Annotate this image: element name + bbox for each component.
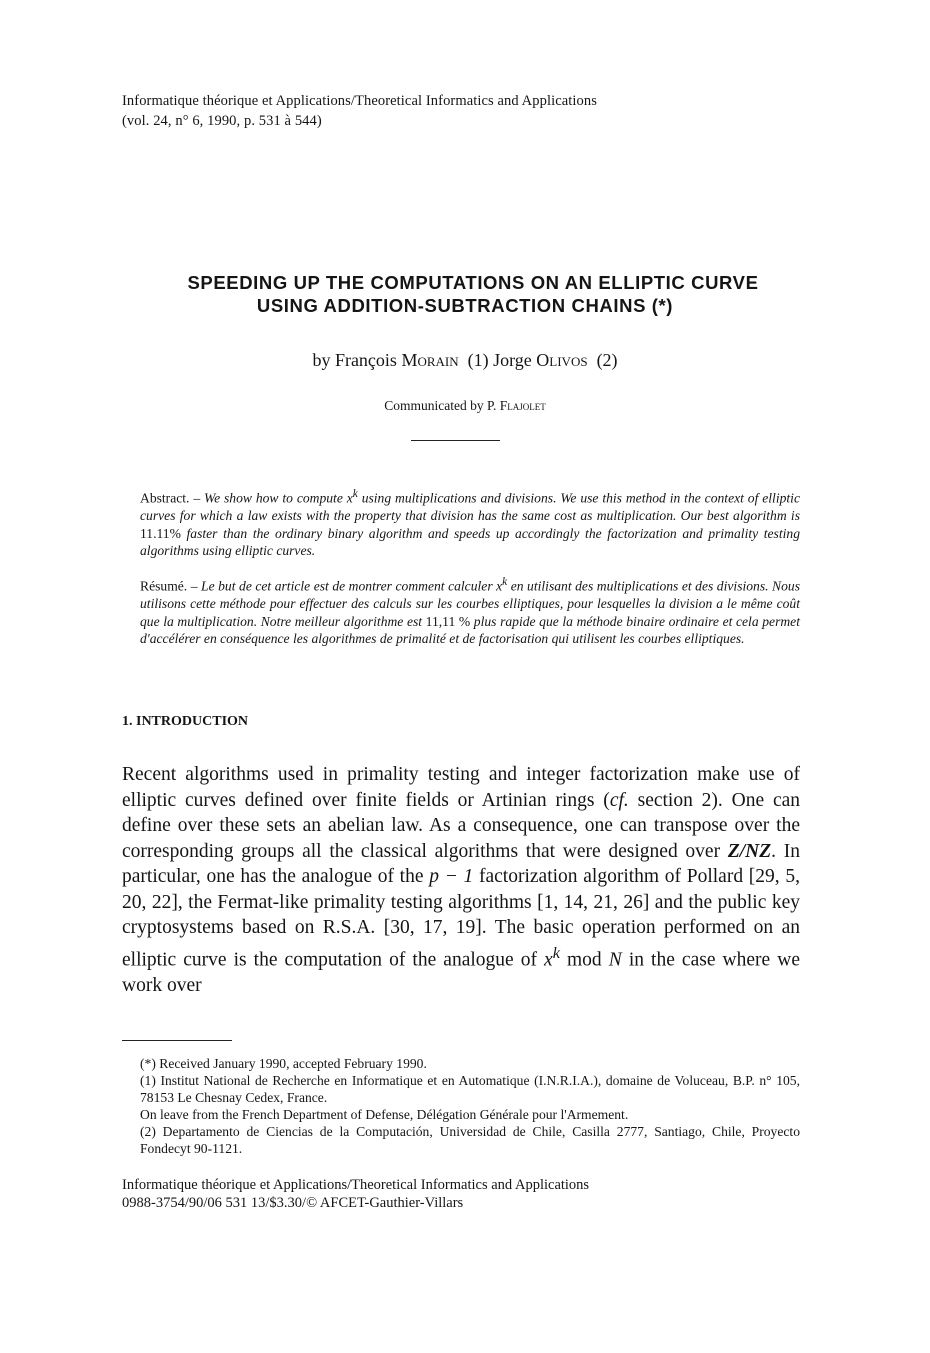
title-divider: [411, 440, 500, 441]
footnote-divider: [122, 1040, 232, 1041]
body-cf: cf.: [609, 789, 629, 811]
abstract-text-3: faster than the ordinary binary algorithm and speeds up accordingly the factorization and primality testing algorithms using elliptic curves.: [140, 525, 800, 559]
author-2-last: Olivos: [536, 350, 588, 370]
footnote-1: (*) Received January 1990, accepted February 1990.: [140, 1056, 427, 1071]
communicated-prefix: Communicated by: [384, 398, 484, 413]
journal-name: Informatique théorique et Applications/Theoretical Informatics and Applications: [122, 93, 597, 109]
footnote-3: On leave from the French Department of Defense, Délégation Générale pour l'Armement.: [140, 1107, 629, 1122]
abstract: [140, 486, 800, 560]
resume-sup: k: [502, 576, 508, 588]
body-x: x: [544, 949, 553, 970]
author-2-note: (2): [596, 350, 618, 370]
journal-header: [122, 91, 597, 131]
communicated-name: Flajolet: [499, 398, 546, 413]
abstract-label: Abstract. –: [140, 490, 201, 506]
abstract-percent: 11.11%: [140, 525, 181, 541]
by-word: by: [312, 350, 331, 370]
footnote-4: (2) Departamento de Ciencias de la Computación, Universidad de Chile, Casilla 2777, Santiago, Chile, Proyecto Fondecyt 90-1121.: [140, 1124, 800, 1156]
resume-text-2: en utilisant des multiplications et des divisions. Nous utilisons cette méthode pour effectuer des calculs sur les courbes elliptiques, pour lesquelles la division a le même coût que la multiplication. Notre meilleur algorithme est: [140, 578, 801, 629]
body-text-6: in the case where we work over: [122, 949, 800, 996]
intro-paragraph: [122, 762, 800, 998]
author-1-note: (1): [467, 350, 489, 370]
title-line-2: USING ADDITION-SUBTRACTION CHAINS (*): [256, 295, 674, 316]
footnotes: [122, 1055, 800, 1157]
resume: [140, 574, 800, 648]
abstract-text-1: We show how to compute x: [204, 490, 353, 506]
communicated-by: [0, 398, 930, 414]
abstract-text-2: using multiplications and divisions. We use this method in the context of elliptic curves for which a law exists with the property that division has the same cost as multiplication. Our best algorithm is: [140, 490, 800, 524]
body-text-5: mod: [559, 949, 609, 970]
body-p-minus-1: p − 1: [429, 866, 474, 887]
author-line: [0, 350, 930, 371]
author-1-last: Morain: [401, 350, 459, 370]
body-k: k: [552, 943, 560, 962]
resume-text-3: plus rapide que la méthode binaire ordinaire et cela permet d'accélérer en conséquence les algorithmes de primalité et de factorisation qui utilisent les courbes elliptiques.: [140, 613, 800, 647]
resume-label: Résumé. –: [140, 578, 198, 594]
body-text-1: Recent algorithms used in primality testing and integer factorization make use of elliptic curves defined over finite fields or Artinian rings (: [122, 764, 800, 811]
body-text-3: . In particular, one has the analogue of the: [122, 840, 801, 887]
footer-journal: Informatique théorique et Applications/Theoretical Informatics and Applications: [122, 1177, 590, 1193]
body-n: N: [608, 949, 622, 970]
title-line-1: SPEEDING UP THE COMPUTATIONS ON AN ELLIPTIC CURVE: [187, 272, 759, 293]
resume-percent: 11,11 %: [425, 613, 471, 629]
page-footer: [122, 1176, 589, 1212]
body-zn: Z/NZ: [727, 840, 772, 862]
author-2-first: Jorge: [493, 350, 532, 370]
body-text-4: factorization algorithm of Pollard [29, 5, 20, 22], the Fermat-like primality testing algorithms [1, 14, 21, 26] and the public key cryptosystems based on R.S.A. [30, 17, 19]. The basic operation performed on an elliptic curve is the computation of the analogue of: [122, 866, 800, 970]
abstract-sup: k: [352, 488, 358, 500]
section-heading: 1. INTRODUCTION: [122, 714, 249, 729]
author-1-first: François: [334, 350, 397, 370]
paper-title: [0, 271, 930, 317]
footnote-2: (1) Institut National de Recherche en Informatique et en Automatique (I.N.R.I.A.), domaine de Voluceau, B.P. n° 105, 78153 Le Chesnay Cedex, France.: [140, 1073, 800, 1105]
communicated-initial: P.: [486, 398, 497, 413]
journal-volume: (vol. 24, n° 6, 1990, p. 531 à 544): [122, 113, 322, 129]
body-text-2: section 2). One can define over these sets an abelian law. As a consequence, one can transpose over the corresponding groups all the classical algorithms that were designed over: [122, 789, 801, 862]
resume-text-1: Le but de cet article est de montrer comment calculer x: [201, 578, 503, 594]
footer-copyright: 0988-3754/90/06 531 13/$3.30/© AFCET-Gauthier-Villars: [122, 1195, 464, 1211]
